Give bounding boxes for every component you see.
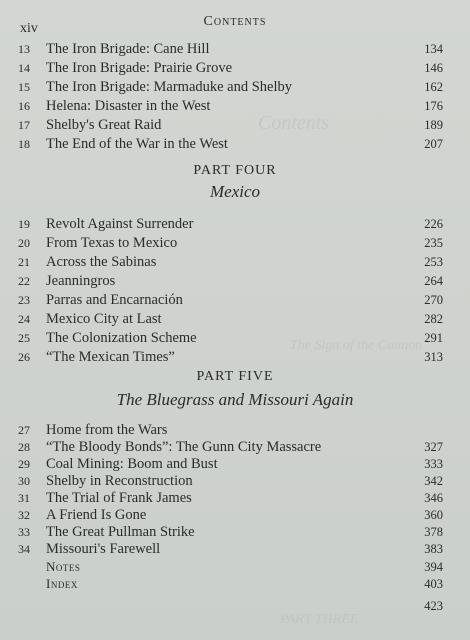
chapter-title: Missouri's Farewell [46,541,161,557]
chapter-title: A Friend Is Gone [46,507,147,523]
chapter-number: 16 [18,99,30,113]
page-number: 333 [424,457,443,471]
page-number: 134 [424,42,443,56]
part-heading: PART FOUR [193,163,277,178]
toc-entry[interactable] [0,233,470,253]
part-subtitle: The Bluegrass and Missouri Again [116,390,354,409]
back-matter-title: Index [46,576,78,591]
toc-entry[interactable] [0,77,470,97]
toc-entry[interactable] [0,290,470,310]
toc-entry-index[interactable] [0,574,470,594]
page-number: 327 [424,440,443,454]
bleed-through-text: The Sign of the Cannon [290,338,423,353]
chapter-title: Parras and Encarnación [46,292,183,308]
chapter-title: Jeanningros [46,273,116,289]
toc-entry[interactable] [0,347,470,367]
bleed-through-text: PART THREE [280,612,359,627]
page-title: Contents [203,14,267,29]
chapter-number: 31 [18,491,30,505]
chapter-title: Mexico City at Last [46,311,162,327]
toc-entry[interactable] [0,96,470,116]
page-header [0,12,470,36]
page-number: 207 [424,137,443,151]
chapter-number: 29 [18,457,30,471]
chapter-title: Home from the Wars [46,422,168,438]
chapter-number: 23 [18,293,30,307]
toc-entry-end [0,596,470,616]
chapter-title: The Iron Brigade: Cane Hill [46,41,210,57]
chapter-number: 34 [18,542,30,556]
page-number: 282 [424,312,443,326]
toc-entry[interactable] [0,309,470,329]
page-number: 394 [424,560,443,574]
page-number: 253 [424,255,443,269]
toc-entry[interactable] [0,214,470,234]
chapter-title: Coal Mining: Boom and Bust [46,456,218,472]
bleed-through-text: Contents [258,112,330,134]
toc-entry[interactable] [0,539,470,559]
chapter-title: “The Bloody Bonds”: The Gunn City Massacre [46,439,322,455]
chapter-number: 28 [18,440,30,454]
chapter-number: 17 [18,118,30,132]
page-number: 146 [424,61,443,75]
chapter-title: The Trial of Frank James [46,490,192,506]
back-matter-title: Notes [46,559,81,574]
chapter-number: 21 [18,255,30,269]
chapter-title: Across the Sabinas [46,254,157,270]
chapter-number: 14 [18,61,30,75]
chapter-number: 30 [18,474,30,488]
page-number: 313 [424,350,443,364]
page-number: 360 [424,508,443,522]
page-number: 226 [424,217,443,231]
chapter-title: The End of the War in the West [46,136,228,152]
chapter-number: 26 [18,350,30,364]
chapter-title: The Iron Brigade: Prairie Grove [46,60,233,76]
page-number: 346 [424,491,443,505]
part-subtitle: Mexico [209,182,261,201]
toc-entry[interactable] [0,134,470,154]
chapter-title: Shelby's Great Raid [46,117,162,133]
chapter-number: 18 [18,137,30,151]
page-number: 342 [424,474,443,488]
toc-entry[interactable] [0,252,470,272]
page-number: 423 [424,599,443,613]
chapter-number: 13 [18,42,30,56]
page-number: 189 [424,118,443,132]
chapter-number: 32 [18,508,30,522]
toc-entry[interactable] [0,115,470,135]
chapter-number: 33 [18,525,30,539]
chapter-number: 15 [18,80,30,94]
page-number: 403 [424,577,443,591]
chapter-title: Revolt Against Surrender [46,216,194,232]
chapter-title: The Great Pullman Strike [46,524,195,540]
toc-entry[interactable] [0,328,470,348]
page-number: 264 [424,274,443,288]
page-number: 162 [424,80,443,94]
chapter-title: Shelby in Reconstruction [46,473,193,489]
page-number: 270 [424,293,443,307]
chapter-number: 19 [18,217,30,231]
chapter-number: 22 [18,274,30,288]
page-number: 383 [424,542,443,556]
page-number: 378 [424,525,443,539]
page-folio: xiv [20,21,38,36]
chapter-title: The Iron Brigade: Marmaduke and Shelby [46,79,293,95]
chapter-number: 27 [18,423,30,437]
part-heading: PART FIVE [196,369,274,384]
chapter-title: Helena: Disaster in the West [46,98,211,114]
toc-entry[interactable] [0,39,470,59]
page-number: 235 [424,236,443,250]
chapter-number: 20 [18,236,30,250]
chapter-number: 25 [18,331,30,345]
chapter-title: “The Mexican Times” [46,349,175,365]
chapter-number: 24 [18,312,30,326]
toc-entry[interactable] [0,271,470,291]
chapter-title: From Texas to Mexico [46,235,178,251]
toc-entry[interactable] [0,58,470,78]
page-number: 291 [424,331,443,345]
chapter-title: The Colonization Scheme [46,330,197,346]
page-number: 176 [424,99,443,113]
